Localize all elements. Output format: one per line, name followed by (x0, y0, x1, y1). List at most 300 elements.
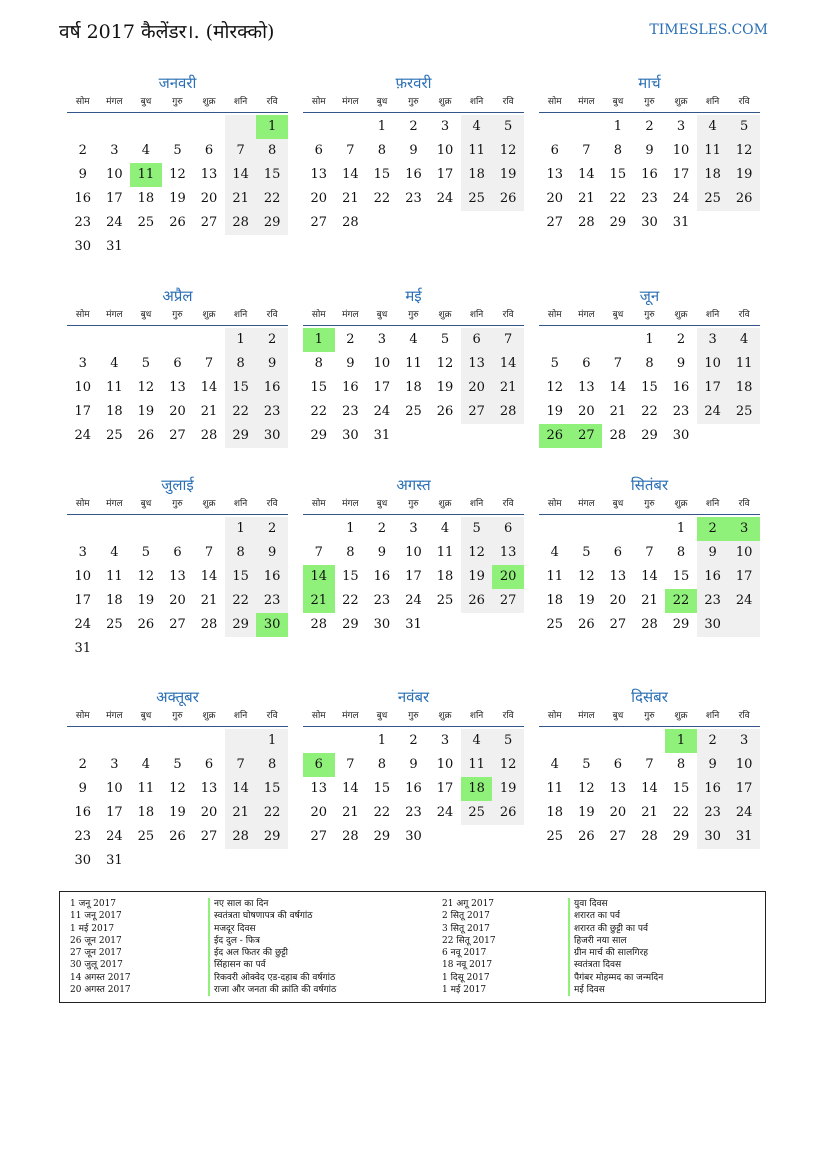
day-cell[interactable]: 2 (409, 119, 418, 134)
day-cell[interactable]: 17 (728, 777, 760, 801)
day-cell[interactable]: 28 (578, 215, 595, 230)
day-cell[interactable]: 7 (346, 757, 355, 772)
day-cell[interactable]: 4 (697, 115, 729, 139)
day-cell[interactable]: 1 (303, 328, 335, 352)
day-cell[interactable]: 22 (310, 404, 328, 419)
day-cell[interactable]: 29 (256, 211, 288, 235)
day-cell[interactable]: 9 (78, 781, 87, 796)
day-cell[interactable]: 5 (173, 757, 182, 772)
day-cell[interactable]: 4 (461, 729, 493, 753)
day-cell[interactable]: 28 (310, 617, 328, 632)
day-cell[interactable]: 8 (256, 139, 288, 163)
day-cell[interactable]: 20 (609, 805, 627, 820)
day-cell[interactable]: 22 (672, 805, 690, 820)
day-cell[interactable]: 31 (74, 641, 92, 656)
day-cell[interactable]: 15 (256, 163, 288, 187)
day-cell[interactable]: 7 (204, 545, 214, 560)
day-cell[interactable]: 21 (303, 589, 335, 613)
day-cell[interactable]: 27 (310, 215, 328, 230)
day-cell[interactable]: 18 (137, 191, 155, 206)
day-cell[interactable]: 16 (697, 777, 729, 801)
day-cell[interactable]: 7 (225, 753, 257, 777)
day-cell[interactable]: 31 (672, 215, 690, 230)
day-cell[interactable]: 17 (74, 593, 92, 608)
day-cell[interactable]: 19 (728, 163, 760, 187)
day-cell[interactable]: 2 (676, 332, 686, 347)
day-cell[interactable]: 26 (137, 428, 155, 443)
day-cell[interactable]: 6 (173, 356, 182, 371)
day-cell[interactable]: 11 (546, 569, 564, 584)
day-cell[interactable]: 15 (609, 167, 627, 182)
day-cell[interactable]: 14 (609, 380, 627, 395)
day-cell[interactable]: 26 (137, 617, 155, 632)
day-cell[interactable]: 28 (200, 617, 218, 632)
day-cell[interactable]: 20 (200, 191, 218, 206)
day-cell[interactable]: 2 (78, 757, 87, 772)
day-cell[interactable]: 20 (169, 593, 186, 608)
day-cell[interactable]: 12 (492, 753, 524, 777)
day-cell[interactable]: 1 (225, 517, 257, 541)
day-cell[interactable]: 16 (672, 380, 690, 395)
day-cell[interactable]: 21 (225, 187, 257, 211)
day-cell[interactable]: 22 (665, 589, 697, 613)
day-cell[interactable]: 10 (106, 781, 123, 796)
day-cell[interactable]: 11 (461, 753, 493, 777)
day-cell[interactable]: 17 (697, 376, 729, 400)
day-cell[interactable]: 1 (613, 119, 623, 134)
day-cell[interactable]: 12 (436, 356, 454, 371)
day-cell[interactable]: 29 (373, 829, 391, 844)
day-cell[interactable]: 23 (405, 805, 422, 820)
day-cell[interactable]: 11 (405, 356, 422, 371)
day-cell[interactable]: 26 (492, 187, 524, 211)
day-cell[interactable]: 8 (676, 545, 686, 560)
day-cell[interactable]: 19 (169, 805, 186, 820)
day-cell[interactable]: 12 (169, 167, 186, 182)
day-cell[interactable]: 25 (106, 428, 123, 443)
day-cell[interactable]: 1 (645, 332, 654, 347)
day-cell[interactable]: 21 (641, 805, 658, 820)
day-cell[interactable]: 6 (303, 753, 335, 777)
day-cell[interactable]: 18 (106, 404, 123, 419)
day-cell[interactable]: 25 (106, 617, 123, 632)
day-cell[interactable]: 23 (672, 404, 690, 419)
day-cell[interactable]: 10 (436, 757, 454, 772)
day-cell[interactable]: 5 (550, 356, 559, 371)
day-cell[interactable]: 3 (409, 521, 418, 536)
day-cell[interactable]: 10 (74, 569, 92, 584)
day-cell[interactable]: 20 (492, 565, 524, 589)
day-cell[interactable]: 4 (409, 332, 418, 347)
day-cell[interactable]: 22 (342, 593, 359, 608)
day-cell[interactable]: 13 (169, 569, 186, 584)
day-cell[interactable]: 28 (342, 829, 359, 844)
day-cell[interactable]: 27 (461, 400, 493, 424)
day-cell[interactable]: 8 (314, 356, 323, 371)
day-cell[interactable]: 30 (641, 215, 658, 230)
day-cell[interactable]: 28 (609, 428, 627, 443)
day-cell[interactable]: 15 (342, 569, 359, 584)
day-cell[interactable]: 24 (74, 617, 92, 632)
day-cell[interactable]: 27 (609, 617, 627, 632)
day-cell[interactable]: 12 (578, 781, 595, 796)
day-cell[interactable]: 11 (130, 163, 162, 187)
day-cell[interactable]: 12 (169, 781, 186, 796)
day-cell[interactable]: 29 (672, 617, 690, 632)
day-cell[interactable]: 29 (256, 825, 288, 849)
day-cell[interactable]: 4 (110, 545, 119, 560)
day-cell[interactable]: 30 (697, 825, 729, 849)
day-cell[interactable]: 10 (436, 143, 454, 158)
day-cell[interactable]: 6 (582, 356, 591, 371)
day-cell[interactable]: 3 (440, 119, 450, 134)
day-cell[interactable]: 23 (373, 593, 391, 608)
day-cell[interactable]: 13 (578, 380, 595, 395)
day-cell[interactable]: 11 (728, 352, 760, 376)
day-cell[interactable]: 26 (436, 404, 454, 419)
day-cell[interactable]: 30 (342, 428, 359, 443)
day-cell[interactable]: 11 (461, 139, 493, 163)
day-cell[interactable]: 16 (405, 781, 422, 796)
day-cell[interactable]: 13 (200, 167, 218, 182)
day-cell[interactable]: 12 (728, 139, 760, 163)
day-cell[interactable]: 17 (373, 380, 391, 395)
day-cell[interactable]: 21 (200, 404, 218, 419)
day-cell[interactable]: 2 (377, 521, 387, 536)
day-cell[interactable]: 30 (672, 428, 690, 443)
day-cell[interactable]: 7 (314, 545, 323, 560)
day-cell[interactable]: 21 (342, 191, 359, 206)
day-cell[interactable]: 29 (672, 829, 690, 844)
day-cell[interactable]: 20 (169, 404, 186, 419)
day-cell[interactable]: 26 (728, 187, 760, 211)
day-cell[interactable]: 4 (461, 115, 493, 139)
day-cell[interactable]: 19 (137, 404, 155, 419)
day-cell[interactable]: 5 (141, 356, 151, 371)
day-cell[interactable]: 23 (697, 589, 729, 613)
day-cell[interactable]: 13 (546, 167, 564, 182)
day-cell[interactable]: 21 (342, 805, 359, 820)
day-cell[interactable]: 16 (256, 376, 288, 400)
day-cell[interactable]: 7 (204, 356, 214, 371)
day-cell[interactable]: 23 (342, 404, 359, 419)
day-cell[interactable]: 7 (582, 143, 591, 158)
day-cell[interactable]: 21 (200, 593, 218, 608)
day-cell[interactable]: 7 (645, 545, 654, 560)
day-cell[interactable]: 31 (106, 853, 123, 868)
day-cell[interactable]: 16 (342, 380, 359, 395)
day-cell[interactable]: 10 (672, 143, 690, 158)
day-cell[interactable]: 6 (550, 143, 559, 158)
day-cell[interactable]: 29 (342, 617, 359, 632)
day-cell[interactable]: 6 (204, 143, 214, 158)
day-cell[interactable]: 16 (74, 805, 92, 820)
day-cell[interactable]: 7 (645, 757, 654, 772)
day-cell[interactable]: 13 (609, 781, 627, 796)
day-cell[interactable]: 30 (74, 239, 92, 254)
day-cell[interactable]: 3 (676, 119, 686, 134)
day-cell[interactable]: 9 (409, 143, 418, 158)
day-cell[interactable]: 26 (169, 829, 186, 844)
day-cell[interactable]: 24 (373, 404, 391, 419)
day-cell[interactable]: 20 (461, 376, 493, 400)
day-cell[interactable]: 6 (613, 545, 623, 560)
day-cell[interactable]: 23 (256, 589, 288, 613)
day-cell[interactable]: 2 (697, 729, 729, 753)
day-cell[interactable]: 5 (582, 757, 591, 772)
day-cell[interactable]: 13 (310, 167, 328, 182)
day-cell[interactable]: 30 (256, 424, 288, 448)
day-cell[interactable]: 22 (256, 801, 288, 825)
day-cell[interactable]: 8 (377, 757, 387, 772)
day-cell[interactable]: 27 (609, 829, 627, 844)
day-cell[interactable]: 9 (78, 167, 87, 182)
day-cell[interactable]: 9 (697, 753, 729, 777)
day-cell[interactable]: 1 (377, 119, 387, 134)
day-cell[interactable]: 9 (409, 757, 418, 772)
day-cell[interactable]: 14 (641, 569, 658, 584)
day-cell[interactable]: 4 (141, 143, 151, 158)
site-link[interactable]: TIMESLES.COM (649, 22, 768, 38)
day-cell[interactable]: 24 (106, 215, 123, 230)
day-cell[interactable]: 17 (672, 167, 690, 182)
day-cell[interactable]: 4 (141, 757, 151, 772)
day-cell[interactable]: 17 (436, 167, 454, 182)
day-cell[interactable]: 14 (342, 167, 359, 182)
day-cell[interactable]: 8 (346, 545, 355, 560)
day-cell[interactable]: 9 (645, 143, 654, 158)
day-cell[interactable]: 5 (492, 115, 524, 139)
day-cell[interactable]: 11 (697, 139, 729, 163)
day-cell[interactable]: 28 (342, 215, 359, 230)
day-cell[interactable]: 25 (461, 801, 493, 825)
day-cell[interactable]: 24 (436, 191, 454, 206)
day-cell[interactable]: 1 (256, 115, 288, 139)
day-cell[interactable]: 7 (346, 143, 355, 158)
day-cell[interactable]: 24 (728, 801, 760, 825)
day-cell[interactable]: 27 (571, 424, 603, 448)
day-cell[interactable]: 23 (641, 191, 658, 206)
day-cell[interactable]: 10 (728, 541, 760, 565)
day-cell[interactable]: 6 (204, 757, 214, 772)
day-cell[interactable]: 23 (74, 829, 92, 844)
day-cell[interactable]: 14 (200, 569, 218, 584)
day-cell[interactable]: 18 (405, 380, 422, 395)
day-cell[interactable]: 14 (492, 352, 524, 376)
day-cell[interactable]: 8 (256, 753, 288, 777)
day-cell[interactable]: 2 (346, 332, 355, 347)
day-cell[interactable]: 11 (436, 545, 454, 560)
day-cell[interactable]: 21 (578, 191, 595, 206)
day-cell[interactable]: 11 (137, 781, 155, 796)
day-cell[interactable]: 16 (697, 565, 729, 589)
day-cell[interactable]: 20 (310, 805, 328, 820)
day-cell[interactable]: 30 (697, 613, 729, 637)
day-cell[interactable]: 20 (578, 404, 595, 419)
day-cell[interactable]: 3 (697, 328, 729, 352)
day-cell[interactable]: 24 (106, 829, 123, 844)
day-cell[interactable]: 11 (106, 569, 123, 584)
day-cell[interactable]: 2 (78, 143, 87, 158)
day-cell[interactable]: 22 (609, 191, 627, 206)
day-cell[interactable]: 8 (645, 356, 654, 371)
day-cell[interactable]: 28 (225, 825, 257, 849)
day-cell[interactable]: 30 (256, 613, 288, 637)
day-cell[interactable]: 1 (676, 521, 686, 536)
day-cell[interactable]: 15 (225, 565, 257, 589)
day-cell[interactable]: 5 (582, 545, 591, 560)
day-cell[interactable]: 18 (461, 163, 493, 187)
day-cell[interactable]: 16 (641, 167, 658, 182)
day-cell[interactable]: 12 (578, 569, 595, 584)
day-cell[interactable]: 28 (641, 829, 658, 844)
day-cell[interactable]: 25 (546, 829, 564, 844)
day-cell[interactable]: 5 (440, 332, 450, 347)
day-cell[interactable]: 17 (436, 781, 454, 796)
day-cell[interactable]: 15 (225, 376, 257, 400)
day-cell[interactable]: 28 (225, 211, 257, 235)
day-cell[interactable]: 26 (461, 589, 493, 613)
day-cell[interactable]: 3 (377, 332, 387, 347)
day-cell[interactable]: 24 (728, 589, 760, 613)
day-cell[interactable]: 31 (728, 825, 760, 849)
day-cell[interactable]: 5 (492, 729, 524, 753)
day-cell[interactable]: 10 (697, 352, 729, 376)
day-cell[interactable]: 2 (697, 517, 729, 541)
day-cell[interactable]: 10 (728, 753, 760, 777)
day-cell[interactable]: 14 (578, 167, 595, 182)
day-cell[interactable]: 14 (200, 380, 218, 395)
day-cell[interactable]: 18 (106, 593, 123, 608)
day-cell[interactable]: 10 (373, 356, 391, 371)
day-cell[interactable]: 8 (676, 757, 686, 772)
day-cell[interactable]: 5 (728, 115, 760, 139)
day-cell[interactable]: 29 (225, 424, 257, 448)
day-cell[interactable]: 29 (310, 428, 328, 443)
day-cell[interactable]: 8 (225, 352, 257, 376)
day-cell[interactable]: 2 (256, 517, 288, 541)
day-cell[interactable]: 27 (492, 589, 524, 613)
day-cell[interactable]: 4 (440, 521, 450, 536)
day-cell[interactable]: 25 (405, 404, 422, 419)
day-cell[interactable]: 6 (492, 517, 524, 541)
day-cell[interactable]: 25 (546, 617, 564, 632)
day-cell[interactable]: 27 (546, 215, 564, 230)
day-cell[interactable]: 23 (697, 801, 729, 825)
day-cell[interactable]: 18 (728, 376, 760, 400)
day-cell[interactable]: 15 (641, 380, 658, 395)
day-cell[interactable]: 19 (546, 404, 564, 419)
day-cell[interactable]: 6 (613, 757, 623, 772)
day-cell[interactable]: 22 (225, 400, 257, 424)
day-cell[interactable]: 26 (578, 617, 595, 632)
day-cell[interactable]: 13 (310, 781, 328, 796)
day-cell[interactable]: 29 (641, 428, 658, 443)
day-cell[interactable]: 29 (225, 613, 257, 637)
day-cell[interactable]: 5 (141, 545, 151, 560)
day-cell[interactable]: 14 (641, 781, 658, 796)
day-cell[interactable]: 19 (436, 380, 454, 395)
day-cell[interactable]: 28 (200, 428, 218, 443)
day-cell[interactable]: 28 (641, 617, 658, 632)
day-cell[interactable]: 7 (225, 139, 257, 163)
day-cell[interactable]: 21 (609, 404, 627, 419)
day-cell[interactable]: 27 (169, 428, 186, 443)
day-cell[interactable]: 30 (373, 617, 391, 632)
day-cell[interactable]: 29 (609, 215, 627, 230)
day-cell[interactable]: 19 (492, 163, 524, 187)
day-cell[interactable]: 6 (173, 545, 182, 560)
day-cell[interactable]: 27 (169, 617, 186, 632)
day-cell[interactable]: 19 (578, 805, 595, 820)
day-cell[interactable]: 17 (106, 191, 123, 206)
day-cell[interactable]: 19 (461, 565, 493, 589)
day-cell[interactable]: 19 (169, 191, 186, 206)
day-cell[interactable]: 8 (377, 143, 387, 158)
day-cell[interactable]: 3 (440, 733, 450, 748)
day-cell[interactable]: 26 (539, 424, 571, 448)
day-cell[interactable]: 12 (492, 139, 524, 163)
day-cell[interactable]: 1 (225, 328, 257, 352)
day-cell[interactable]: 16 (373, 569, 391, 584)
day-cell[interactable]: 25 (728, 400, 760, 424)
day-cell[interactable]: 10 (106, 167, 123, 182)
day-cell[interactable]: 22 (256, 187, 288, 211)
day-cell[interactable]: 9 (377, 545, 387, 560)
day-cell[interactable]: 6 (461, 328, 493, 352)
day-cell[interactable]: 12 (546, 380, 564, 395)
day-cell[interactable]: 23 (405, 191, 422, 206)
day-cell[interactable]: 7 (492, 328, 524, 352)
day-cell[interactable]: 3 (728, 517, 760, 541)
day-cell[interactable]: 9 (256, 541, 288, 565)
day-cell[interactable]: 18 (436, 569, 454, 584)
day-cell[interactable]: 30 (74, 853, 92, 868)
day-cell[interactable]: 3 (78, 545, 87, 560)
day-cell[interactable]: 9 (676, 356, 686, 371)
day-cell[interactable]: 23 (256, 400, 288, 424)
day-cell[interactable]: 4 (728, 328, 760, 352)
day-cell[interactable]: 4 (550, 757, 559, 772)
day-cell[interactable]: 13 (609, 569, 627, 584)
day-cell[interactable]: 31 (106, 239, 123, 254)
day-cell[interactable]: 14 (225, 777, 257, 801)
day-cell[interactable]: 22 (641, 404, 658, 419)
day-cell[interactable]: 31 (373, 428, 391, 443)
day-cell[interactable]: 10 (405, 545, 422, 560)
day-cell[interactable]: 5 (173, 143, 182, 158)
day-cell[interactable]: 9 (256, 352, 288, 376)
day-cell[interactable]: 26 (578, 829, 595, 844)
day-cell[interactable]: 25 (137, 215, 155, 230)
day-cell[interactable]: 24 (436, 805, 454, 820)
day-cell[interactable]: 15 (256, 777, 288, 801)
day-cell[interactable]: 19 (137, 593, 155, 608)
day-cell[interactable]: 23 (74, 215, 92, 230)
day-cell[interactable]: 17 (728, 565, 760, 589)
day-cell[interactable]: 19 (492, 777, 524, 801)
day-cell[interactable]: 10 (74, 380, 92, 395)
day-cell[interactable]: 8 (225, 541, 257, 565)
day-cell[interactable]: 19 (578, 593, 595, 608)
day-cell[interactable]: 22 (373, 805, 391, 820)
day-cell[interactable]: 28 (492, 400, 524, 424)
day-cell[interactable]: 16 (405, 167, 422, 182)
day-cell[interactable]: 3 (728, 729, 760, 753)
day-cell[interactable]: 3 (110, 143, 119, 158)
day-cell[interactable]: 4 (110, 356, 119, 371)
day-cell[interactable]: 18 (546, 805, 564, 820)
